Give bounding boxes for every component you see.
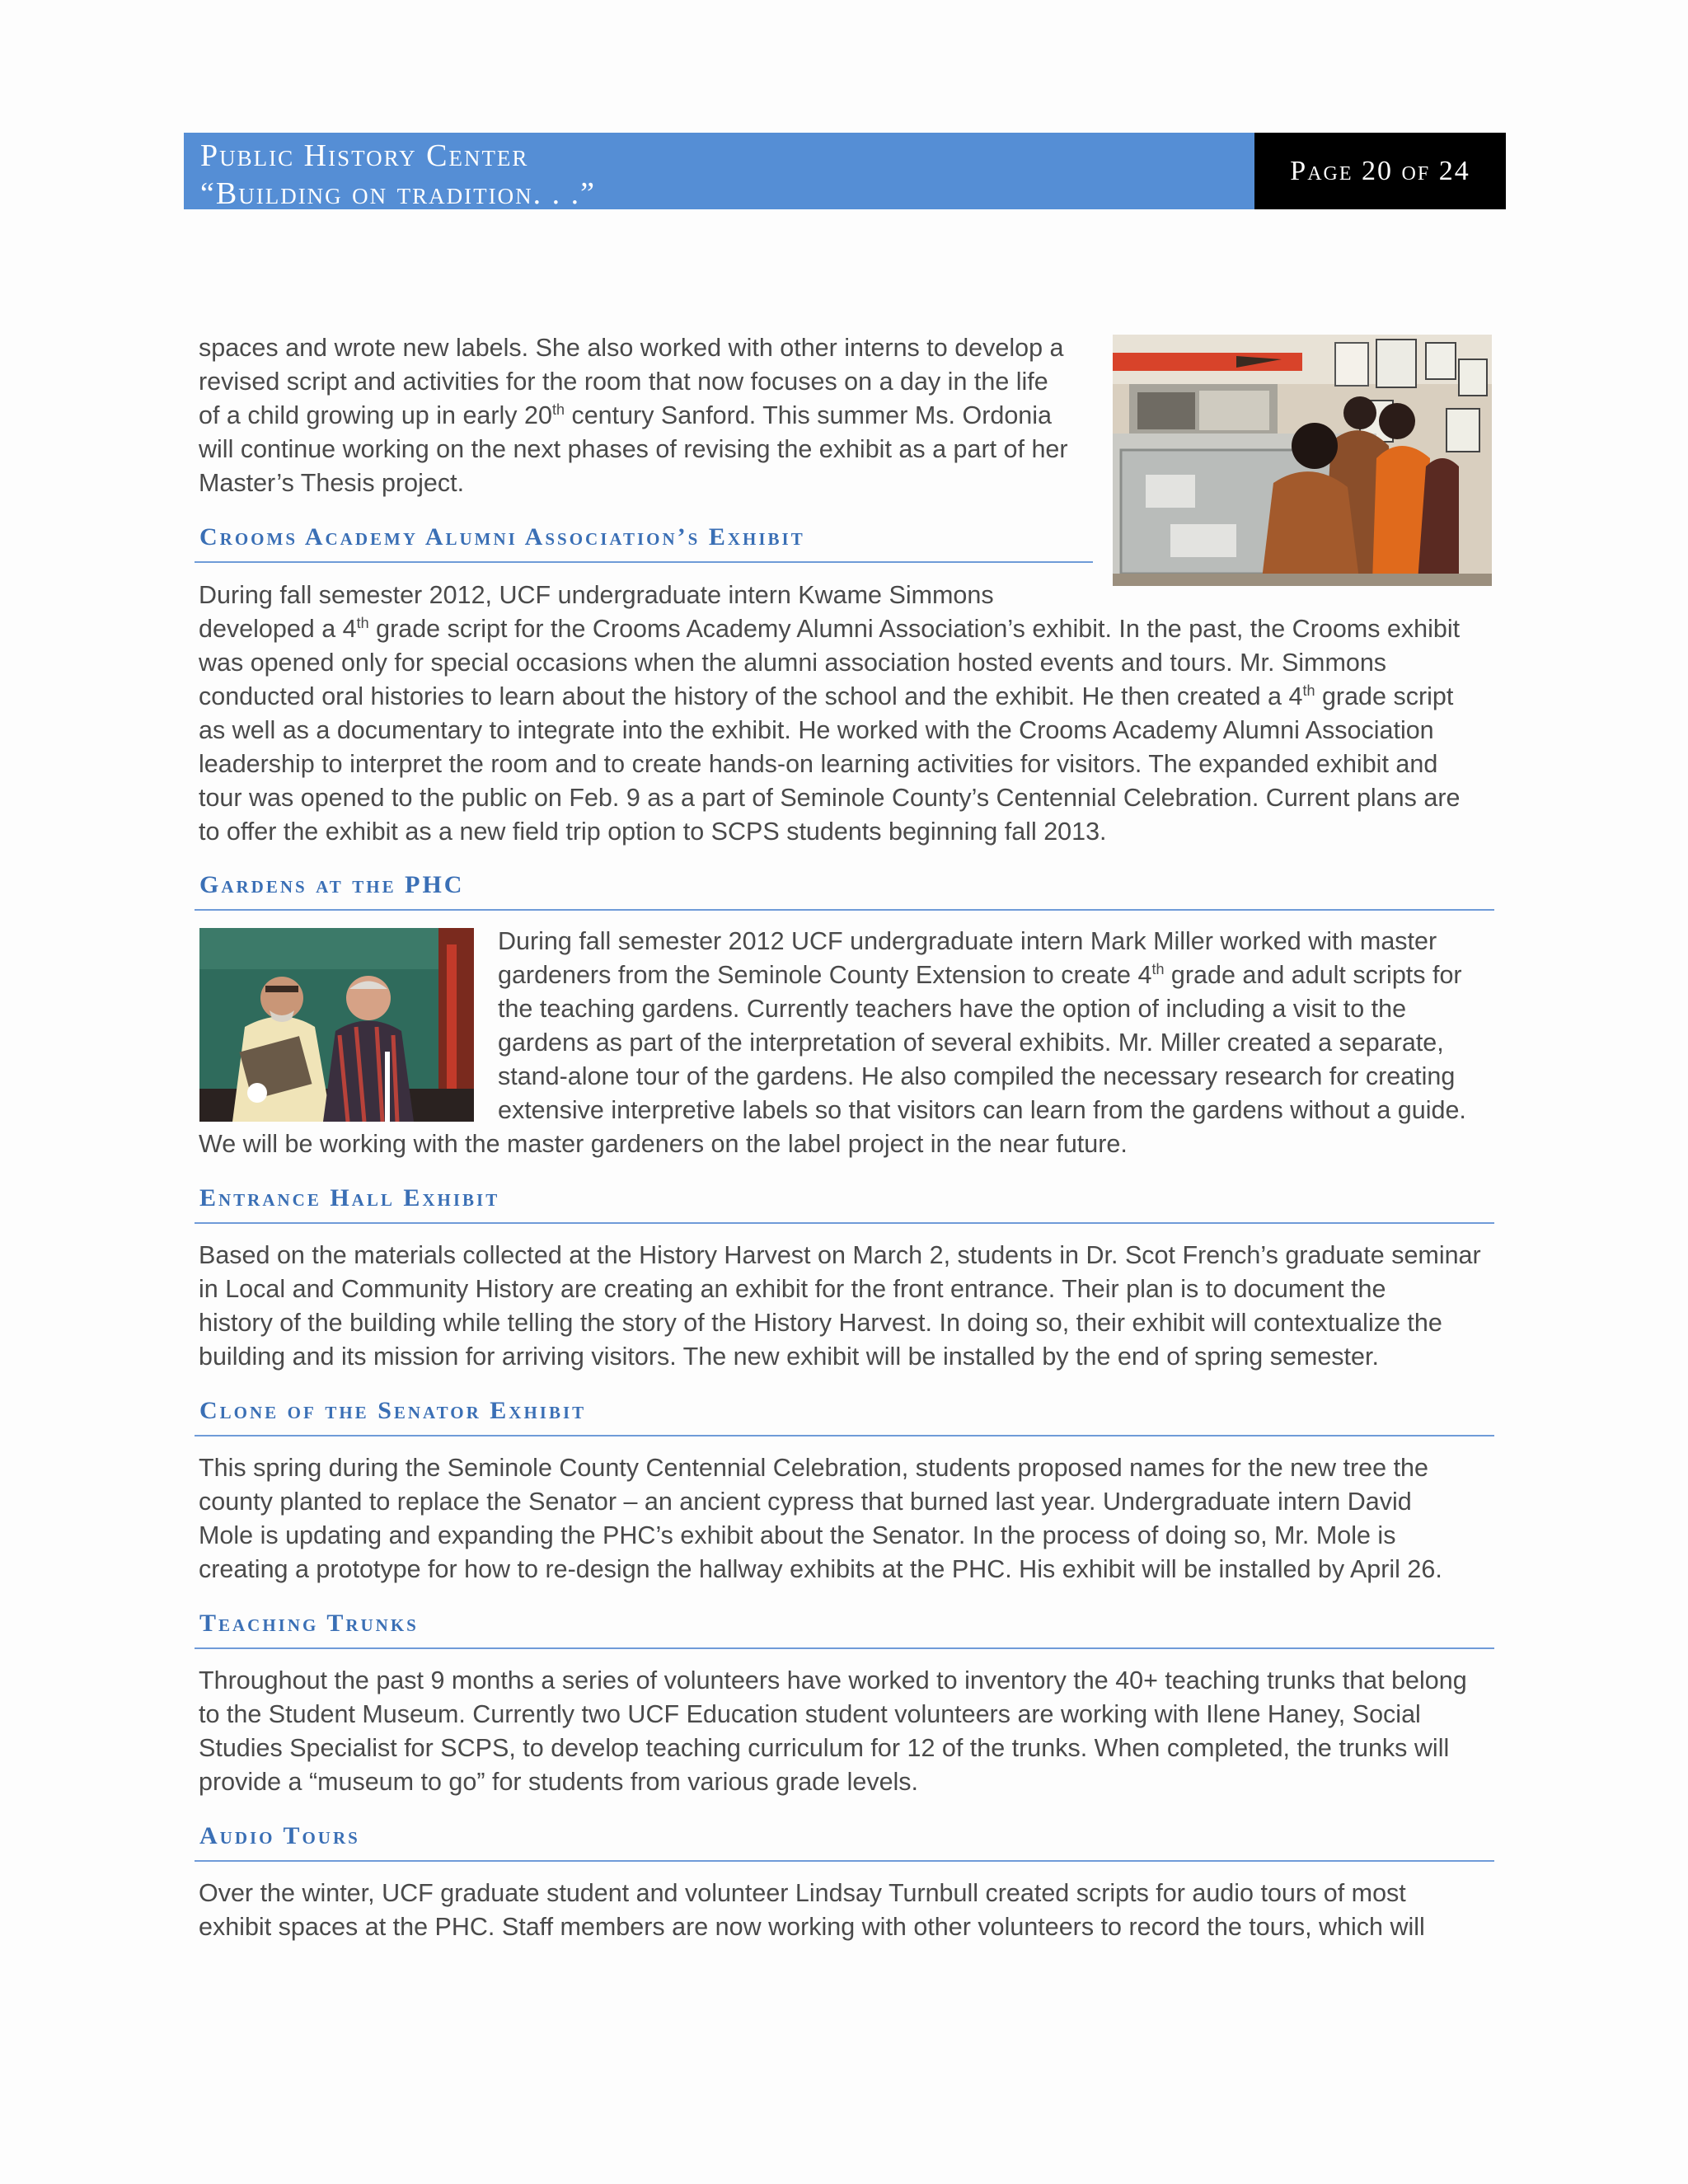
exhibit-visitors-illustration	[1113, 335, 1492, 586]
text-span: conducted oral histories to learn about the history of the school and the exhibit. He then created a 4	[199, 682, 1303, 710]
crooms-line-6: leadership to interpret the room and to create hands-on learning activities for visitors. The expanded exhibit and	[199, 750, 1438, 778]
intro-line-1: spaces and wrote new labels. She also worked with other interns to develop a	[199, 334, 1064, 362]
entrance-line-4: building and its mission for arriving visitors. The new exhibit will be installed by the end of spring semester.	[199, 1343, 1379, 1371]
header-title-line1: Public History Center	[200, 138, 529, 173]
entrance-line-2: in Local and Community History are creating an exhibit for the front entrance. Their plan is to document the	[199, 1275, 1386, 1303]
section-heading-trunks: Teaching Trunks	[195, 1610, 1494, 1649]
trunks-line-3: Studies Specialist for SCPS, to develop teaching curriculum for 12 of the trunks. When completed, the trunks will	[199, 1734, 1450, 1762]
text-span: grade and adult scripts for	[1164, 961, 1462, 989]
senator-paragraph	[199, 1451, 1489, 1586]
crooms-line-4	[199, 680, 1489, 714]
gardens-line-2	[199, 958, 1489, 992]
crooms-line-5: as well as a documentary to integrate into the exhibit. He worked with the Crooms Academy Alumni Association	[199, 716, 1434, 744]
intro-line-2: revised script and activities for the room that now focuses on a day in the life	[199, 368, 1048, 396]
crooms-line-1: During fall semester 2012, UCF undergraduate intern Kwame Simmons	[199, 581, 994, 609]
crooms-line-7: tour was opened to the public on Feb. 9 as a part of Seminole County’s Centennial Celebration. Current plans are	[199, 784, 1461, 812]
page-number-box	[1254, 133, 1506, 209]
senator-line-1: This spring during the Seminole County Centennial Celebration, students proposed names for the new tree the	[199, 1454, 1428, 1482]
section-heading-audio: Audio Tours	[195, 1822, 1494, 1862]
text-span: grade script	[1315, 682, 1454, 710]
section-heading-crooms: Crooms Academy Alumni Association’s Exhibit	[195, 523, 1093, 563]
senator-line-2: county planted to replace the Senator – an ancient cypress that burned last year. Undergraduate intern David	[199, 1488, 1412, 1516]
section-heading-senator: Clone of the Senator Exhibit	[195, 1397, 1494, 1436]
trunks-line-2: to the Student Museum. Currently two UCF Education student volunteers are working with Ilene Haney, Social	[199, 1700, 1421, 1728]
superscript: th	[1151, 960, 1165, 977]
page-number-label: Page 20 of 24	[1290, 155, 1470, 186]
trunks-paragraph	[199, 1664, 1489, 1799]
gardens-paragraph	[199, 925, 1489, 1161]
text-span: gardeners from the Seminole County Extension to create 4	[498, 961, 1152, 989]
intro-line-3	[199, 399, 1105, 433]
section-heading-gardens: Gardens at the PHC	[195, 871, 1494, 911]
audio-line-1: Over the winter, UCF graduate student and volunteer Lindsay Turnbull created scripts for audio tours of most	[199, 1879, 1406, 1907]
exhibit-visitors-photo	[1113, 335, 1492, 586]
text-span: century Sanford. This summer Ms. Ordonia	[564, 401, 1052, 429]
trunks-line-4: provide a “museum to go” for students from various grade levels.	[199, 1768, 919, 1796]
text-span: developed a 4	[199, 615, 357, 643]
audio-line-2: exhibit spaces at the PHC. Staff members are now working with other volunteers to record the tours, which will	[199, 1913, 1425, 1941]
header-title-line2: “Building on tradition. . .”	[200, 176, 597, 211]
text-span: of a child growing up in early 20	[199, 401, 552, 429]
entrance-line-3: history of the building while telling the story of the History Harvest. In doing so, their exhibit will contextualize the	[199, 1309, 1442, 1337]
trunks-line-1: Throughout the past 9 months a series of volunteers have worked to inventory the 40+ teaching trunks that belong	[199, 1666, 1467, 1694]
gardens-line-5: stand-alone tour of the gardens. He also compiled the necessary research for creating	[498, 1062, 1456, 1090]
text-span: grade script for the Crooms Academy Alumni Association’s exhibit. In the past, the Crooms exhibit	[368, 615, 1461, 643]
entrance-paragraph	[199, 1239, 1489, 1374]
gardens-line-4: gardens as part of the interpretation of several exhibits. Mr. Miller created a separate,	[498, 1029, 1444, 1057]
intro-line-5: Master’s Thesis project.	[199, 469, 465, 497]
intro-line-4: will continue working on the next phases of revising the exhibit as a part of her	[199, 435, 1068, 463]
section-heading-entrance: Entrance Hall Exhibit	[195, 1184, 1494, 1224]
gardens-line-6: extensive interpretive labels so that visitors can learn from the gardens without a guide.	[498, 1096, 1466, 1124]
gardens-line-1: During fall semester 2012 UCF undergraduate intern Mark Miller worked with master	[498, 927, 1437, 955]
superscript: th	[356, 614, 369, 631]
crooms-line-8: to offer the exhibit as a new field trip option to SCPS students beginning fall 2013.	[199, 818, 1107, 846]
audio-paragraph	[199, 1877, 1489, 1944]
gardens-line-7: We will be working with the master gardeners on the label project in the near future.	[199, 1130, 1128, 1158]
header-title	[200, 137, 596, 213]
crooms-paragraph	[199, 579, 1489, 849]
superscript: th	[1302, 682, 1315, 699]
intro-paragraph	[199, 331, 1105, 500]
superscript: th	[551, 401, 565, 418]
senator-line-4: creating a prototype for how to re-design the hallway exhibits at the PHC. His exhibit will be installed by April 26.	[199, 1555, 1442, 1583]
crooms-line-3: was opened only for special occasions when the alumni association hosted events and tours. Mr. Simmons	[199, 649, 1387, 677]
senator-line-3: Mole is updating and expanding the PHC’s exhibit about the Senator. In the process of doing so, Mr. Mole is	[199, 1521, 1396, 1549]
gardens-line-3: the teaching gardens. Currently teachers have the option of including a visit to the	[498, 995, 1407, 1023]
entrance-line-1: Based on the materials collected at the History Harvest on March 2, students in Dr. Scot French’s graduate seminar	[199, 1241, 1481, 1269]
crooms-line-2	[199, 612, 1489, 646]
